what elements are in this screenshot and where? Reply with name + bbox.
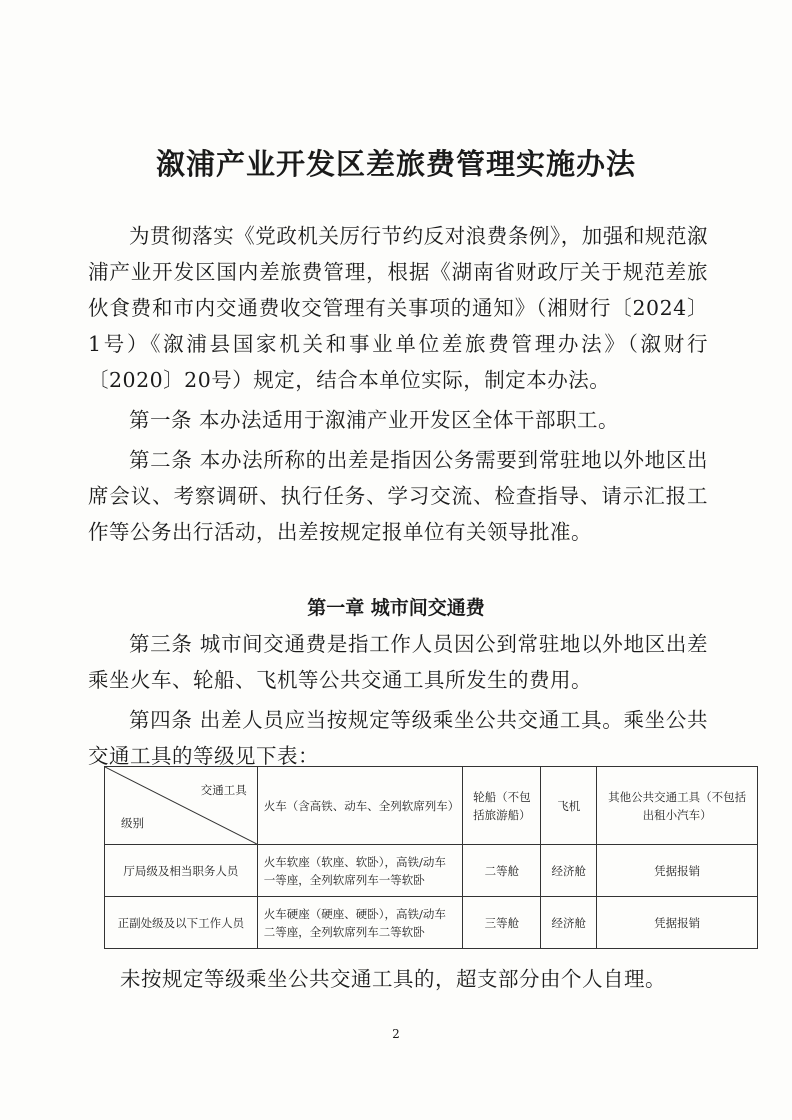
page-number: 2 [392, 1027, 400, 1041]
column-header-train: 火车（含高铁、动车、全列软席列车） [257, 767, 463, 845]
article-3: 第三条 城市间交通费是指工作人员因公到常驻地以外地区出差乘坐火车、轮船、飞机等公共交通工具所发生的费用。 [88, 632, 708, 692]
transport-grade-table [104, 766, 758, 949]
intro-paragraph: 为贯彻落实《党政机关厉行节约反对浪费条例》，加强和规范溆浦产业开发区国内差旅费管理，根据《湖南省财政厅关于规范差旅伙食费和市内交通费收交管理有关事项的通知》（湘财行〔2024〕1号）《溆浦县国家机关和事业单位差旅费管理办法》（溆财行〔2020〕20号）规定，结合本单位实际，制定本办法。 [88, 224, 708, 392]
article-4: 第四条 出差人员应当按规定等级乘坐公共交通工具。乘坐公共交通工具的等级见下表： [88, 708, 708, 768]
chapter-body [88, 626, 708, 774]
column-header-ship: 轮船（不包括旅游船） [463, 767, 541, 845]
column-header-plane: 飞机 [541, 767, 597, 845]
chapter-heading: 第一章 城市间交通费 [307, 597, 485, 619]
table-row [105, 897, 758, 949]
row-level: 正副处级及以下工作人员 [105, 897, 258, 949]
row-other: 凭据报销 [597, 897, 758, 949]
intro-block [88, 218, 708, 550]
document-title: 溆浦产业开发区差旅费管理实施办法 [155, 147, 636, 181]
closing-sentence: 未按规定等级乘坐公共交通工具的，超支部分由个人自理。 [120, 967, 666, 991]
header-transport-label: 交通工具 [200, 783, 247, 797]
row-train: 火车软座（软座、软卧），高铁/动车 一等座，全列软席列车一等软卧 [257, 845, 463, 897]
table-header-row [105, 767, 758, 845]
row-ship: 三等舱 [463, 897, 541, 949]
row-ship: 二等舱 [463, 845, 541, 897]
row-plane: 经济舱 [541, 845, 597, 897]
column-header-other: 其他公共交通工具（不包括出租小汽车） [597, 767, 758, 845]
row-plane: 经济舱 [541, 897, 597, 949]
diagonal-line [105, 767, 257, 844]
diagonal-header-cell [105, 767, 258, 845]
row-train: 火车硬座（硬座、硬卧），高铁/动车 二等座，全列软席列车二等软卧 [257, 897, 463, 949]
article-2: 第二条 本办法所称的出差是指因公务需要到常驻地以外地区出席会议、考察调研、执行任务、学习交流、检查指导、请示汇报工作等公务出行活动，出差按规定报单位有关领导批准。 [88, 448, 708, 544]
table-row [105, 845, 758, 897]
row-level: 厅局级及相当职务人员 [105, 845, 258, 897]
row-other: 凭据报销 [597, 845, 758, 897]
header-level-label: 级别 [121, 816, 144, 830]
article-1: 第一条 本办法适用于溆浦产业开发区全体干部职工。 [129, 408, 620, 432]
